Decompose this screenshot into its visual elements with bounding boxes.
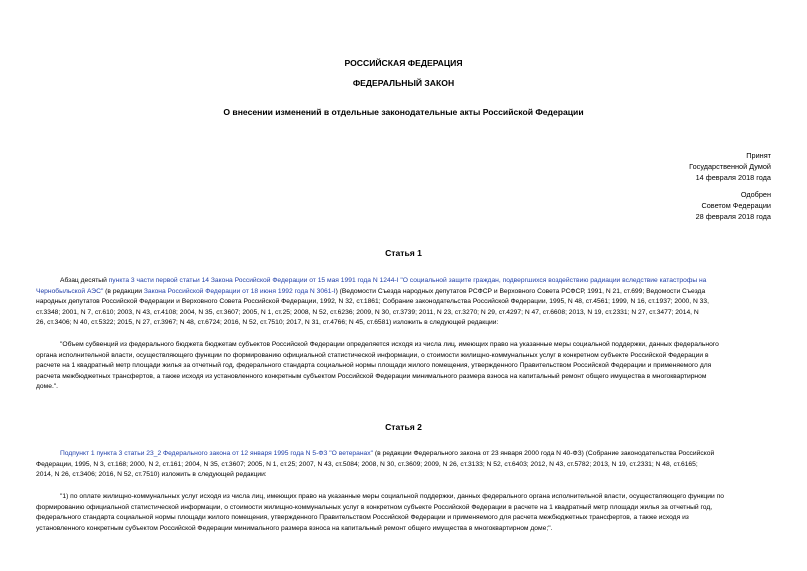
text-line: 2014, N 26, ст.3406; 2016, N 52, ст.7510) изложить в следующей редакции:	[36, 471, 267, 479]
approved-label: Одобрен	[740, 190, 771, 199]
doc-type-heading: ФЕДЕРАЛЬНЫЙ ЗАКОН	[352, 78, 455, 88]
text-line: 26, ст.3406; N 40, ст.5322; 2015, N 27, ст.3967; N 48, ст.6724; 2016, N 52, ст.7510; 2017, N 31, ст.4766; N 45, ст.6581) изложить в следующей редакции:	[36, 319, 499, 327]
article-1-quote	[36, 340, 768, 393]
adoption-block-council	[696, 189, 771, 222]
accepted-label: Принят	[746, 151, 771, 160]
approved-by: Советом Федерации	[701, 201, 771, 210]
law-link-5-fz[interactable]: Подпункт 1 пункта 3 статьи 23_2 Федерального закона от 12 января 1995 года N 5-ФЗ "О ветеранах"	[60, 450, 373, 457]
accepted-by: Государственной Думой	[689, 162, 771, 171]
text-span: (в редакции	[103, 287, 144, 295]
text-line	[36, 276, 768, 287]
text-line: доме.".	[36, 383, 59, 391]
article-1-paragraph	[36, 276, 768, 329]
adoption-block-duma	[689, 150, 771, 183]
article-1-heading: Статья 1	[385, 248, 422, 258]
country-heading: РОССИЙСКАЯ ФЕДЕРАЦИЯ	[344, 58, 463, 68]
text-line: ст.3348; 2001, N 7, ст.610; 2003, N 43, ст.4108; 2004, N 35, ст.3607; 2005, N 1, ст.25; 2008, N 52, ст.6236; 2009, N 30, ст.3739; 2011, N 23, ст.3270; N 29, ст.4297; N 47, ст.6608; 2013, N 19, ст.2331; N 27, ст.3477; 2014, N	[36, 308, 699, 316]
text-line	[36, 449, 768, 460]
text-line: "1) по оплате жилищно-коммунальных услуг исходя из числа лиц, имеющих право на указанные меры социальной поддержки, данных федерального органа исполнительной власти, осуществляющего функции по	[60, 493, 724, 500]
law-link-3061-i[interactable]: Закона Российской Федерации от 18 июня 1992 года N 3061-I	[143, 287, 336, 295]
law-link-chernobyl[interactable]: Чернобыльской АЭС"	[36, 287, 104, 295]
text-line	[36, 287, 768, 298]
text-line: Федерации, 1995, N 3, ст.168; 2000, N 2, ст.161; 2004, N 35, ст.3607; 2005, N 1, ст.25; 2007, N 43, ст.5084; 2008, N 30, ст.3609; 2009, N 26, ст.3133; N 52, ст.6403; 2012, N 43, ст.5782; 2013, N 19, ст.2331; N 48, ст.6165;	[36, 460, 698, 468]
text-line: органа исполнительной власти, осуществляющего функции по формированию официальной статистической информации, о стоимости жилищно-коммунальных услуг в конкретном субъекте Российской Федерации в	[36, 351, 709, 359]
text-span: Абзац десятый	[60, 277, 109, 284]
accepted-date: 14 февраля 2018 года	[695, 173, 771, 182]
article-2-heading: Статья 2	[385, 422, 422, 432]
text-line: установленного конкретным субъектом Российской Федерации минимального размера взноса на капитальный ремонт общего имущества в многоквартирном доме;".	[36, 524, 553, 532]
article-2-quote	[36, 492, 768, 534]
law-link-1244-i[interactable]: пункта 3 части первой статьи 14 Закона Российской Федерации от 15 мая 1991 года N 1244-I "О социальной защите граждан, подвергшихся воздействию радиации вследствие катастрофы на	[108, 277, 707, 284]
text-line: расчета межбюджетных трансфертов, а также исходя из установленного конкретным субъектом Российской Федерации минимального размера взноса на капитальный ремонт общего имущества в многоквартирном	[36, 372, 707, 380]
doc-title: О внесении изменений в отдельные законодательные акты Российской Федерации	[223, 107, 584, 117]
text-span: (в редакции Федерального закона от 23 января 2000 года N 40-ФЗ) (Собрание законодательства Российской	[372, 450, 715, 457]
text-line: федерального стандарта социальной нормы площади жилого помещения, утвержденного Правительством Российской Федерации и применяемого для расчета межбюджетных трансфертов, а также исходя из	[36, 514, 689, 522]
text-line: "Объем субвенций из федерального бюджета бюджетам субъектов Российской Федерации определяется исходя из числа лиц, имеющих право на указанные меры социальной поддержки, данных федерального	[60, 341, 719, 348]
text-line: расчете на 1 квадратный метр площади жилья за отчетный год, федерального стандарта социальной нормы площади жилого помещения, утвержденного Правительством Российской Федерации и применяемого для	[36, 362, 712, 370]
text-line: формированию официальной статистической информации, о стоимости жилищно-коммунальных услуг в конкретном субъекте Российской Федерации в расчете на 1 квадратный метр площади жилья за отчетный год,	[36, 503, 713, 511]
approved-date: 28 февраля 2018 года	[695, 212, 771, 221]
text-line: народных депутатов Российской Федерации и Верховного Совета Российской Федерации, 1992, N 32, ст.1861; Собрание законодательства Российской Федерации, 1995, N 48, ст.4561; 1999, N 16, ст.1937; 2000, N 33,	[36, 298, 709, 306]
article-2-paragraph	[36, 449, 768, 481]
text-span: ) (Ведомости Съезда народных депутатов РСФСР и Верховного Совета РСФСР, 1991, N 21, ст.699; Ведомости Съезда	[335, 287, 706, 295]
